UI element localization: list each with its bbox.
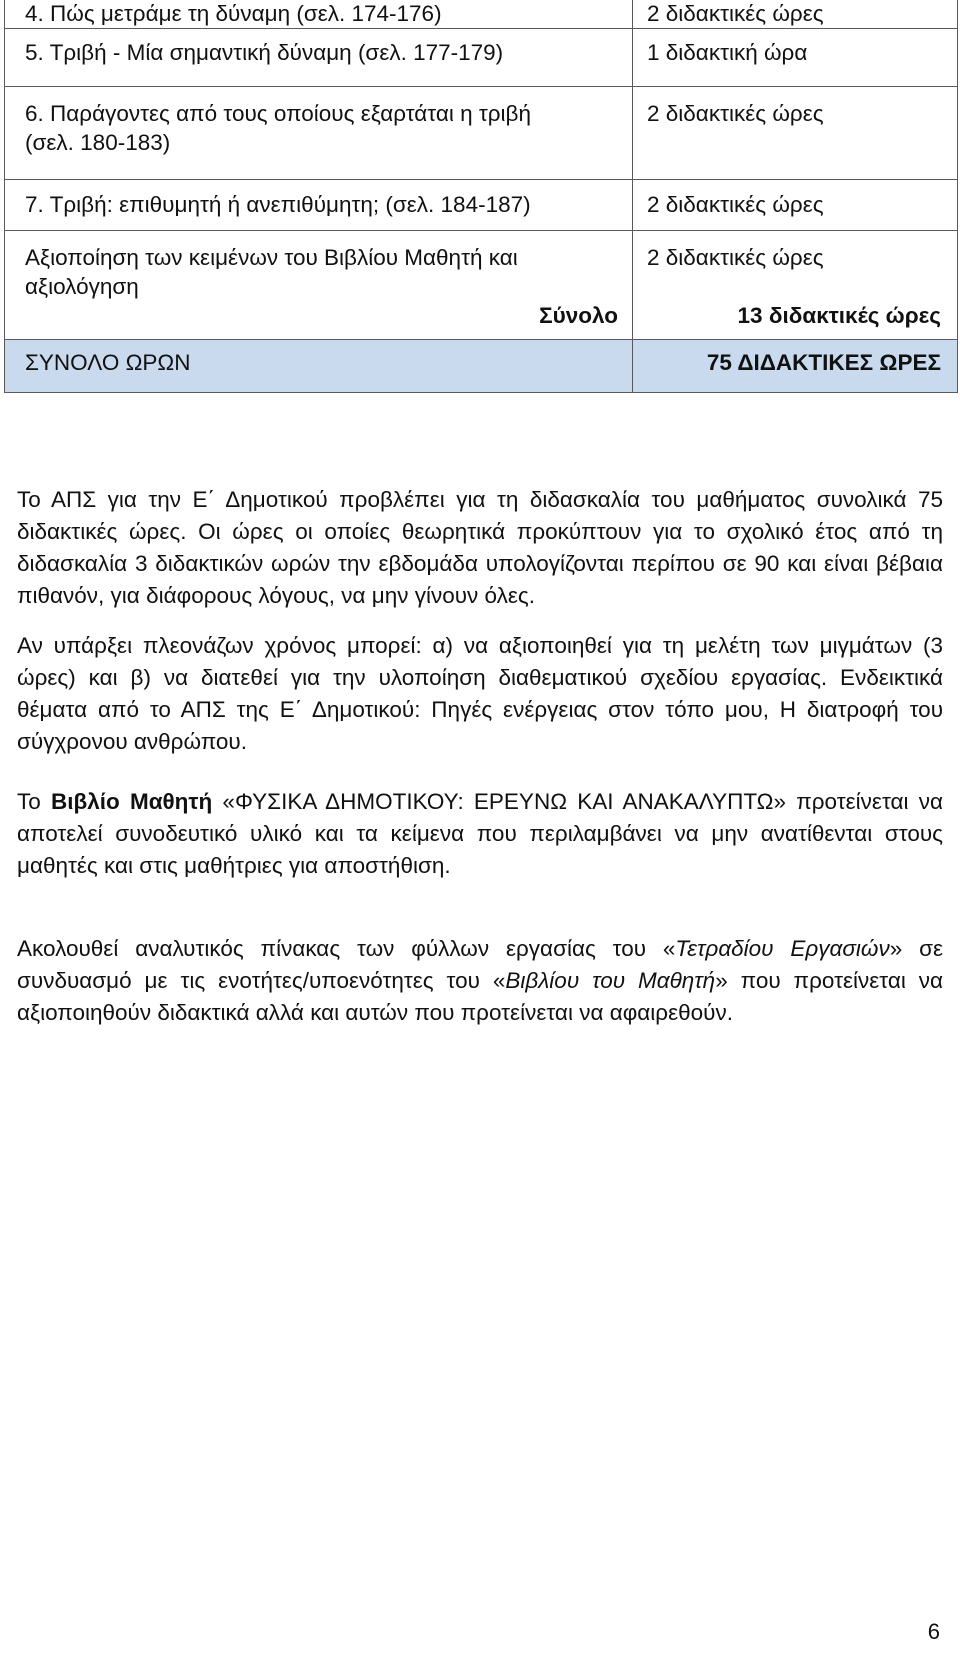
page-number: 6	[927, 1619, 940, 1644]
unit-cell: 4. Πώς μετράμε τη δύναμη (σελ. 174-176)	[5, 0, 633, 29]
unit-cell	[5, 231, 633, 302]
text-run: Ακολουθεί αναλυτικός πίνακας των φύλλων εργασίας του «	[17, 936, 676, 961]
hours-cell: 2 διδακτικές ώρες	[633, 87, 958, 180]
unit-cell: 5. Τριβή - Μία σημαντική δύναμη (σελ. 177-179)	[5, 29, 633, 87]
text-run: Το	[17, 789, 51, 814]
hours-cell: 2 διδακτικές ώρες	[633, 0, 958, 29]
unit-cell-line: (σελ. 180-183)	[25, 130, 171, 155]
unit-cell-line: Αξιοποίηση των κειμένων του Βιβλίου Μαθητή και	[25, 245, 518, 270]
total-row	[5, 340, 958, 393]
hours-cell: 2 διδακτικές ώρες	[633, 231, 958, 302]
hours-cell: 1 διδακτική ώρα	[633, 29, 958, 87]
total-value: 75 ΔΙΔΑΚΤΙΚΕΣ ΩΡΕΣ	[633, 340, 958, 393]
unit-cell-line: 6. Παράγοντες από τους οποίους εξαρτάται η τριβή	[25, 101, 532, 126]
italic-text: Βιβλίου του Μαθητή	[505, 968, 716, 993]
italic-text: Τετραδίου Εργασιών	[675, 936, 890, 961]
hours-cell: 2 διδακτικές ώρες	[633, 180, 958, 231]
table-row	[5, 0, 958, 29]
paragraph-student-book	[17, 786, 943, 882]
table-row	[5, 231, 958, 302]
total-label: ΣΥΝΟΛΟ ΩΡΩΝ	[5, 340, 633, 393]
bold-text: Βιβλίο Μαθητή	[51, 789, 213, 814]
paragraph-curriculum-hours: Το ΑΠΣ για την Ε΄ Δημοτικού προβλέπει για τη διδασκαλία του μαθήματος συνολικά 75 διδακτικές ώρες. Οι ώρες οι οποίες θεωρητικά προκύπτουν για το σχολικό έτος από τη διδασκαλία 3 διδακτικών ωρών την εβδομάδα υπολογίζονται περίπου σε 90 και είναι βέβαια πιθανόν, για διάφορους λόγους, να μην γίνουν όλες.	[17, 487, 943, 608]
subtotal-label: Σύνολο	[5, 301, 633, 340]
table-row	[5, 180, 958, 231]
paragraph-worksheets	[17, 933, 943, 1029]
text-run: «ΦΥΣΙΚΑ ΔΗΜΟΤΙΚΟΥ: ΕΡΕΥΝΩ ΚΑΙ ΑΝΑΚΑΛΥΠΤΩ» προτείνεται να αποτελεί συνοδευτικό υλικό και τα κείμενα που περιλαμβάνει να μην ανατίθενται στους μαθητές και στις μαθήτριες για αποστήθιση.	[17, 789, 943, 878]
unit-cell-line: αξιολόγηση	[25, 274, 139, 299]
paragraph-extra-time: Αν υπάρξει πλεονάζων χρόνος μπορεί: α) να αξιοποιηθεί για τη μελέτη των μιγμάτων (3 ώρες) και β) να διατεθεί για την υλοποίηση διαθεματικού σχεδίου εργασίας. Ενδεικτικά θέματα από το ΑΠΣ της Ε΄ Δημοτικού: Πηγές ενέργειας στον τόπο μου, Η διατροφή του σύγχρονου ανθρώπου.	[17, 633, 943, 754]
unit-cell: 7. Τριβή: επιθυμητή ή ανεπιθύμητη; (σελ. 184-187)	[5, 180, 633, 231]
unit-cell	[5, 87, 633, 180]
subtotal-row	[5, 301, 958, 340]
subtotal-value: 13 διδακτικές ώρες	[633, 301, 958, 340]
teaching-hours-table	[4, 0, 958, 393]
text-run: » σε συνδυασμό με τις ενοτήτες/υποενότητες του «	[17, 936, 943, 993]
text-run: » που προτείνεται να αξιοποιηθούν διδακτικά αλλά και αυτών που προτείνεται να αφαιρεθούν.	[17, 968, 944, 1025]
table-row	[5, 87, 958, 180]
table-row	[5, 29, 958, 87]
